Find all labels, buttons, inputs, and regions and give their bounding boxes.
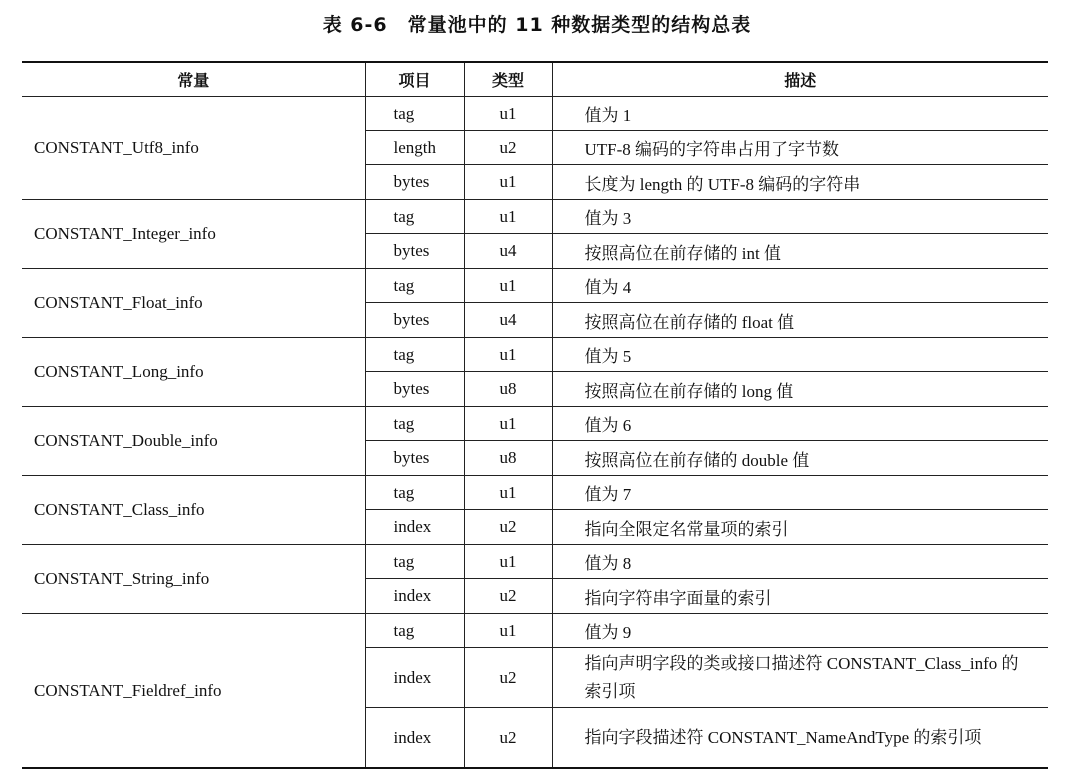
- table-row: [22, 545, 1048, 579]
- item-cell: tag: [365, 476, 464, 510]
- type-cell: u2: [464, 648, 552, 708]
- constant-name: CONSTANT_Class_info: [22, 476, 365, 545]
- constant-name: CONSTANT_Utf8_info: [22, 97, 365, 200]
- description-cell: 指向声明字段的类或接口描述符 CONSTANT_Class_info 的索引项: [552, 648, 1048, 708]
- description-cell: 按照高位在前存储的 double 值: [552, 441, 1048, 476]
- type-cell: u1: [464, 476, 552, 510]
- table-row: [22, 476, 1048, 510]
- item-cell: tag: [365, 338, 464, 372]
- type-cell: u1: [464, 407, 552, 441]
- type-cell: u4: [464, 234, 552, 269]
- description-cell: 按照高位在前存储的 int 值: [552, 234, 1048, 269]
- table-row: [22, 338, 1048, 372]
- header-description: 描述: [552, 62, 1048, 97]
- description-cell: 值为 6: [552, 407, 1048, 441]
- type-cell: u1: [464, 614, 552, 648]
- type-cell: u4: [464, 303, 552, 338]
- description-cell: 值为 5: [552, 338, 1048, 372]
- type-cell: u2: [464, 131, 552, 165]
- type-cell: u8: [464, 372, 552, 407]
- constant-name: CONSTANT_String_info: [22, 545, 365, 614]
- type-cell: u1: [464, 165, 552, 200]
- item-cell: bytes: [365, 303, 464, 338]
- description-cell: 值为 1: [552, 97, 1048, 131]
- constant-name: CONSTANT_Fieldref_info: [22, 614, 365, 769]
- description-cell: 指向字段描述符 CONSTANT_NameAndType 的索引项: [552, 708, 1048, 769]
- item-cell: bytes: [365, 372, 464, 407]
- item-cell: tag: [365, 614, 464, 648]
- item-cell: tag: [365, 407, 464, 441]
- constant-name: CONSTANT_Float_info: [22, 269, 365, 338]
- item-cell: index: [365, 648, 464, 708]
- item-cell: tag: [365, 545, 464, 579]
- item-cell: tag: [365, 97, 464, 131]
- description-cell: 值为 4: [552, 269, 1048, 303]
- description-cell: 值为 3: [552, 200, 1048, 234]
- header-type: 类型: [464, 62, 552, 97]
- table-row: [22, 269, 1048, 303]
- table-caption: 表 6-6 常量池中的 11 种数据类型的结构总表: [322, 14, 752, 36]
- description-cell: 长度为 length 的 UTF-8 编码的字符串: [552, 165, 1048, 200]
- table-row: [22, 407, 1048, 441]
- description-cell: 按照高位在前存储的 long 值: [552, 372, 1048, 407]
- description-cell: 按照高位在前存储的 float 值: [552, 303, 1048, 338]
- type-cell: u1: [464, 545, 552, 579]
- constant-pool-table: [22, 61, 1048, 769]
- type-cell: u8: [464, 441, 552, 476]
- type-cell: u2: [464, 510, 552, 545]
- header-constant: 常量: [22, 62, 365, 97]
- type-cell: u1: [464, 269, 552, 303]
- constant-name: CONSTANT_Long_info: [22, 338, 365, 407]
- item-cell: tag: [365, 269, 464, 303]
- item-cell: length: [365, 131, 464, 165]
- header-row: [22, 62, 1048, 97]
- description-cell: 值为 7: [552, 476, 1048, 510]
- item-cell: bytes: [365, 165, 464, 200]
- constant-name: CONSTANT_Double_info: [22, 407, 365, 476]
- header-item: 项目: [365, 62, 464, 97]
- item-cell: index: [365, 579, 464, 614]
- table-row: [22, 200, 1048, 234]
- description-cell: 指向字符串字面量的索引: [552, 579, 1048, 614]
- type-cell: u1: [464, 97, 552, 131]
- item-cell: bytes: [365, 234, 464, 269]
- table-row: [22, 97, 1048, 131]
- item-cell: index: [365, 510, 464, 545]
- description-cell: 指向全限定名常量项的索引: [552, 510, 1048, 545]
- item-cell: bytes: [365, 441, 464, 476]
- type-cell: u1: [464, 200, 552, 234]
- constant-name: CONSTANT_Integer_info: [22, 200, 365, 269]
- type-cell: u1: [464, 338, 552, 372]
- type-cell: u2: [464, 708, 552, 769]
- item-cell: tag: [365, 200, 464, 234]
- item-cell: index: [365, 708, 464, 769]
- description-cell: 值为 8: [552, 545, 1048, 579]
- description-cell: 值为 9: [552, 614, 1048, 648]
- description-cell: UTF-8 编码的字符串占用了字节数: [552, 131, 1048, 165]
- table-row: [22, 614, 1048, 648]
- type-cell: u2: [464, 579, 552, 614]
